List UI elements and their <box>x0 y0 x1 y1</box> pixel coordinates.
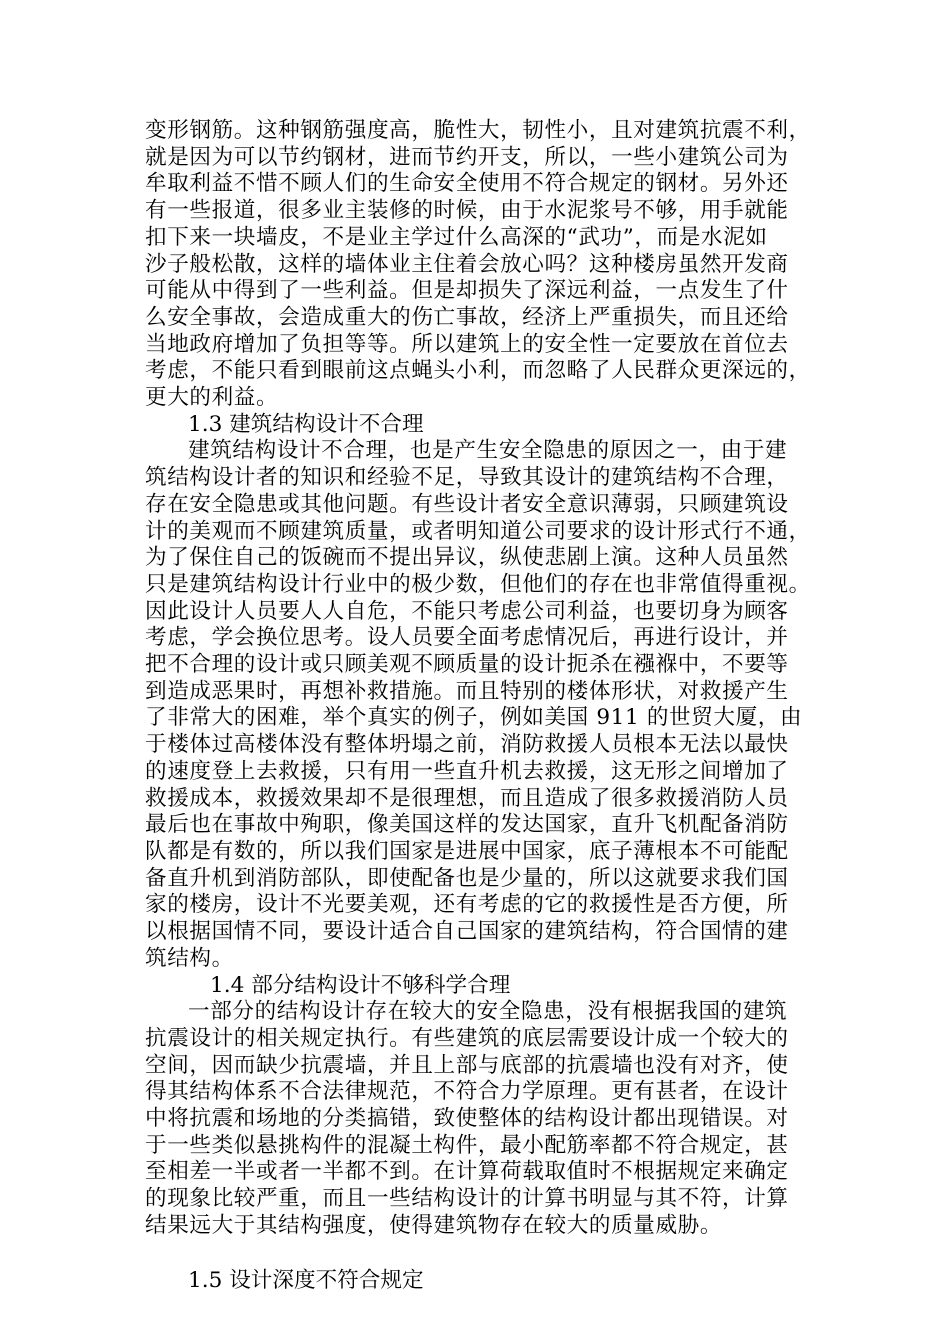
text-line: 于一些类似悬挑构件的混凝土构件，最小配筋率都不符合规定，甚 <box>145 1132 789 1158</box>
text-line: 一部分的结构设计存在较大的安全隐患，没有根据我国的建筑 <box>188 999 788 1025</box>
text-line: 了非常大的困难，举个真实的例子，例如美国 911 的世贸大厦，由 <box>145 705 803 731</box>
text-line: 变形钢筋。这种钢筋强度高，脆性大，韧性小，且对建筑抗震不利， <box>145 118 811 143</box>
text-line: 存在安全隐患或其他问题。有些设计者安全意识薄弱，只顾建筑设 <box>145 491 789 517</box>
text-line: 把不合理的设计或只顾美观不顾质量的设计扼杀在襁褓中，不要等 <box>145 652 789 678</box>
text-line: 筑结构设计者的知识和经验不足，导致其设计的建筑结构不合理， <box>145 465 789 491</box>
text-line: 家的楼房，设计不光要美观，还有考虑的它的救援性是否方便，所 <box>145 892 789 918</box>
text-line: 为了保住自己的饭碗而不提出异议，纵使悲剧上演。这种人员虽然 <box>145 545 789 571</box>
text-line: 队都是有数的，所以我们国家是进展中国家，底子薄根本不可能配 <box>145 838 789 864</box>
text-line: 抗震设计的相关规定执行。有些建筑的底层需要设计成一个较大的 <box>145 1025 789 1051</box>
text-line: 扣下来一块墙皮，不是业主学过什么高深的“武功”，而是水泥如 <box>145 224 768 250</box>
text-line: 得其结构体系不合法律规范，不符合力学原理。更有甚者，在设计 <box>145 1079 789 1105</box>
section-heading-1-4: 1.4 部分结构设计不够科学合理 <box>210 972 511 998</box>
text-line: 至相差一半或者一半都不到。在计算荷载取值时不根据规定来确定 <box>145 1159 789 1185</box>
text-line: 空间，因而缺少抗震墙，并且上部与底部的抗震墙也没有对齐，使 <box>145 1052 789 1078</box>
text-line: 沙子般松散，这样的墙体业主住着会放心吗？这种楼房虽然开发商 <box>145 251 789 277</box>
text-line: 中将抗震和场地的分类搞错，致使整体的结构设计都出现错误。对 <box>145 1106 789 1132</box>
text-line: 有一些报道，很多业主装修的时候，由于水泥浆号不够，用手就能 <box>145 198 789 224</box>
text-line: 备直升机到消防部队，即使配备也是少量的，所以这就要求我们国 <box>145 865 789 891</box>
section-heading-1-3: 1.3 建筑结构设计不合理 <box>188 411 424 437</box>
text-line: 考虑，学会换位思考。设人员要全面考虑情况后，再进行设计，并 <box>145 625 789 651</box>
text-line: 的速度登上去救援，只有用一些直升机去救援，这无形之间增加了 <box>145 758 789 784</box>
text-line: 因此设计人员要人人自危，不能只考虑公司利益，也要切身为顾客 <box>145 598 789 624</box>
text-line: 最后也在事故中殉职，像美国这样的发达国家，直升飞机配备消防 <box>145 812 789 838</box>
text-line: 么安全事故，会造成重大的伤亡事故，经济上严重损失，而且还给 <box>145 304 789 330</box>
text-line: 于楼体过高楼体没有整体坍塌之前，消防救援人员根本无法以最快 <box>145 732 789 758</box>
text-line: 只是建筑结构设计行业中的极少数，但他们的存在也非常值得重视。 <box>145 571 811 597</box>
paragraph-continuation <box>145 118 811 412</box>
document-page <box>145 118 811 1294</box>
text-line: 就是因为可以节约钢材，进而节约开支，所以，一些小建筑公司为 <box>145 144 789 170</box>
text-line: 牟取利益不惜不顾人们的生命安全使用不符合规定的钢材。另外还 <box>145 171 789 197</box>
section-1-4-body <box>145 999 807 1239</box>
text-line: 更大的利益。 <box>145 385 279 411</box>
section-heading-1-5: 1.5 设计深度不符合规定 <box>188 1267 424 1293</box>
text-line: 考虑，不能只看到眼前这点蝇头小利，而忽略了人民群众更深远的， <box>145 358 811 384</box>
text-line: 到造成恶果时，再想补救措施。而且特别的楼体形状，对救援产生 <box>145 678 789 704</box>
text-line: 计的美观而不顾建筑质量，或者明知道公司要求的设计形式行不通， <box>145 518 811 544</box>
text-line: 的现象比较严重，而且一些结构设计的计算书明显与其不符，计算 <box>145 1186 789 1212</box>
text-line: 建筑结构设计不合理，也是产生安全隐患的原因之一，由于建 <box>188 438 788 464</box>
text-line: 可能从中得到了一些利益。但是却损失了深远利益，一点发生了什 <box>145 278 789 304</box>
text-line: 救援成本，救援效果却不是很理想，而且造成了很多救援消防人员 <box>145 785 789 811</box>
text-line: 筑结构。 <box>145 945 234 971</box>
text-line: 结果远大于其结构强度，使得建筑物存在较大的质量威胁。 <box>145 1212 723 1238</box>
text-line: 以根据国情不同，要设计适合自己国家的建筑结构，符合国情的建 <box>145 919 789 945</box>
blank-line <box>145 1240 807 1268</box>
text-line: 当地政府增加了负担等等。所以建筑上的安全性一定要放在首位去 <box>145 331 789 357</box>
section-1-3-body <box>145 438 811 972</box>
